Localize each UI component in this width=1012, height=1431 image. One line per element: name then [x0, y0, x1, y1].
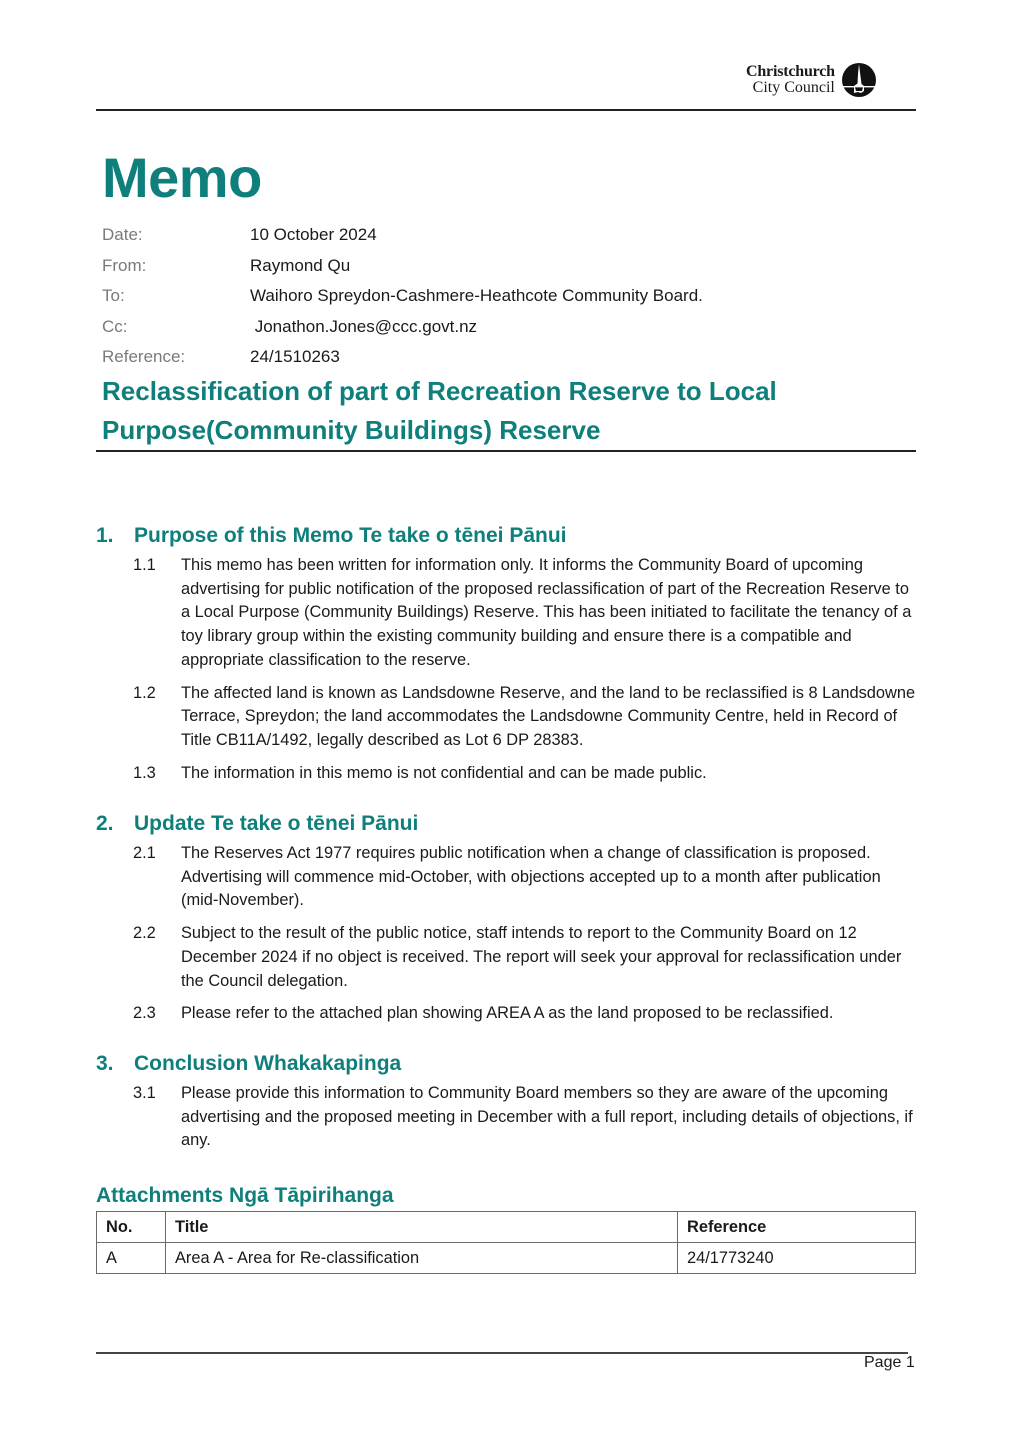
- meta-label: From:: [102, 255, 147, 275]
- footer-divider: [96, 1352, 908, 1354]
- paragraph-text: This memo has been written for information only. It informs the Community Board of upcoming advertising for public notification of the proposed reclassification of part of the Recreation Reserve to a Local Purpose (Community Buildings) Reserve. This has been initiated to facilitate the tenancy of a toy library group within the existing community building and ensure there is a compatible and appropriate classification to the reserve.: [181, 556, 912, 669]
- memo-title: Memo: [102, 146, 262, 209]
- meta-value-date: 10 October 2024: [250, 225, 377, 245]
- header-divider: [96, 109, 916, 111]
- paragraph-number: 1.1: [133, 556, 156, 574]
- section-title: Purpose of this Memo Te take o tēnei Pānui: [134, 524, 567, 547]
- meta-label: Cc:: [102, 316, 128, 336]
- logo-line-2: City Council: [752, 79, 835, 96]
- paragraph-text: The Reserves Act 1977 requires public notification when a change of classification is proposed. Advertising will commence mid-October, with objections accepted up to a month after publication (mid-November).: [181, 844, 881, 910]
- cathedral-emblem-icon: [841, 62, 877, 98]
- subject-divider: [96, 450, 916, 452]
- section-heading: [96, 1048, 916, 1080]
- section-update: [96, 808, 916, 1026]
- meta-value-from: Raymond Qu: [250, 255, 351, 275]
- paragraph-number: 1.2: [133, 683, 156, 702]
- logo-text: [746, 64, 835, 96]
- logo-line-1: Christchurch: [746, 63, 835, 80]
- paragraph-text: Subject to the result of the public notice, staff intends to report to the Community Board on 12 December 2024 if no object is received. The report will seek your approval for reclassification under the Council delegation.: [181, 924, 902, 990]
- column-header-title: Title: [166, 1212, 678, 1243]
- paragraph-number: 2.3: [133, 1004, 156, 1023]
- paragraph: [96, 682, 916, 753]
- paragraph: [96, 1082, 916, 1153]
- paragraph-number: 2.1: [133, 844, 156, 862]
- section-number: 1.: [96, 524, 114, 547]
- attachment-no: A: [97, 1243, 166, 1274]
- attachments-heading: Attachments Ngā Tāpirihanga: [96, 1184, 394, 1207]
- attachment-reference: 24/1773240: [678, 1243, 916, 1274]
- section-heading: [96, 808, 916, 840]
- memo-metadata: [102, 220, 703, 373]
- section-conclusion: [96, 1048, 916, 1153]
- section-number: 3.: [96, 1052, 114, 1075]
- meta-row-from: [102, 251, 703, 282]
- meta-label: Date:: [102, 225, 143, 245]
- memo-subject: Reclassification of part of Recreation Reserve to Local Purpose(Community Buildings) Reserve: [102, 376, 777, 445]
- attachments-table: [96, 1211, 916, 1274]
- paragraph-number: 1.3: [133, 763, 156, 782]
- paragraph-number: 3.1: [133, 1084, 156, 1102]
- table-row: [97, 1243, 916, 1274]
- column-header-reference: Reference: [678, 1212, 916, 1243]
- meta-row-date: [102, 220, 703, 251]
- meta-value-cc-email[interactable]: Jonathon.Jones@ccc.govt.nz: [250, 316, 478, 336]
- paragraph-text: Please refer to the attached plan showing AREA A as the land proposed to be reclassified.: [181, 1004, 834, 1023]
- section-heading: [96, 520, 916, 552]
- meta-row-reference: [102, 342, 703, 373]
- paragraph: [96, 842, 916, 913]
- paragraph-text: The information in this memo is not confidential and can be made public.: [181, 763, 707, 782]
- meta-value-reference: 24/1510263: [250, 347, 340, 367]
- table-header-row: [97, 1212, 916, 1243]
- paragraph-text: Please provide this information to Community Board members so they are aware of the upcoming advertising and the proposed meeting in December with a full report, including details of objections, if any.: [181, 1084, 913, 1150]
- section-title: Update Te take o tēnei Pānui: [134, 812, 419, 835]
- meta-row-to: [102, 281, 703, 312]
- meta-row-cc: [102, 312, 703, 343]
- attachment-title: Area A - Area for Re-classification: [166, 1243, 678, 1274]
- section-title: Conclusion Whakakapinga: [134, 1052, 402, 1075]
- meta-label: To:: [102, 286, 125, 306]
- paragraph: [96, 554, 916, 673]
- council-logo: [746, 62, 877, 98]
- column-header-no: No.: [97, 1212, 166, 1243]
- meta-value-to: Waihoro Spreydon-Cashmere-Heathcote Community Board.: [250, 286, 703, 306]
- page-number: Page 1: [864, 1354, 915, 1371]
- paragraph-text: The affected land is known as Landsdowne Reserve, and the land to be reclassified is 8 Landsdowne Terrace, Spreydon; the land accommodates the Landsdowne Community Centre, held in Record of Title CB11A/1492, legally described as Lot 6 DP 28383.: [181, 683, 916, 749]
- section-purpose: [96, 520, 916, 785]
- paragraph: [96, 762, 916, 786]
- meta-label: Reference:: [102, 347, 186, 367]
- paragraph: [96, 922, 916, 993]
- paragraph: [96, 1002, 916, 1026]
- section-number: 2.: [96, 812, 114, 835]
- paragraph-number: 2.2: [133, 924, 156, 943]
